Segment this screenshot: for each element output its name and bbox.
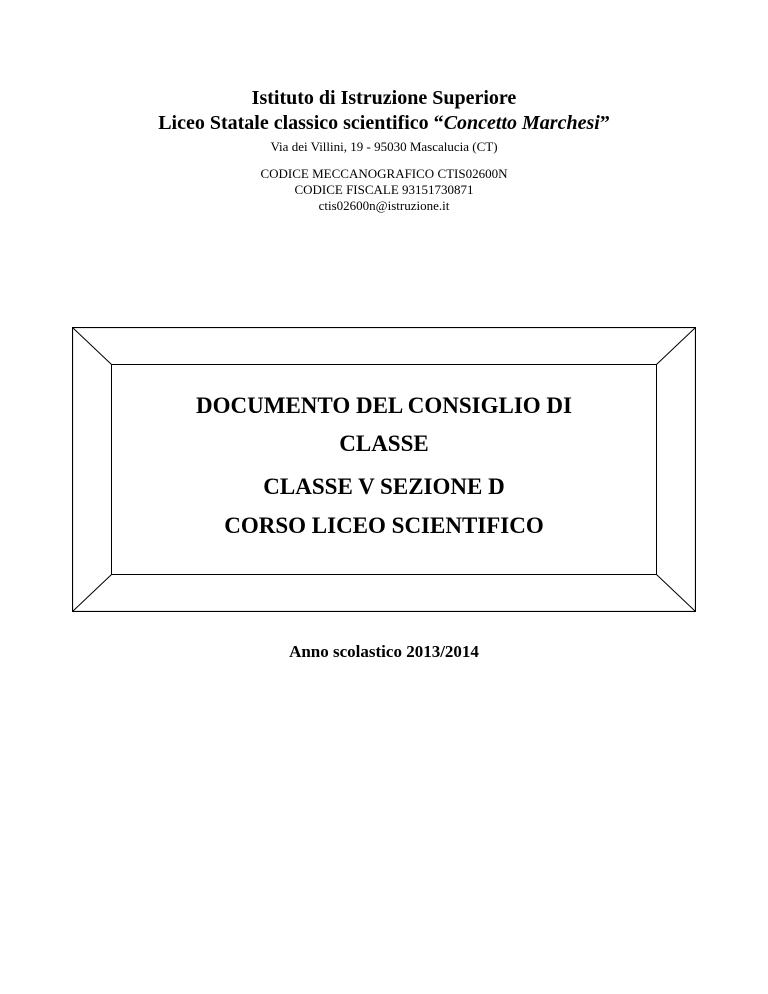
course-name: CORSO LICEO SCIENTIFICO <box>224 513 544 538</box>
bevel-frame-graphic <box>72 327 696 612</box>
document-title-line-2: CLASSE <box>339 431 429 456</box>
codice-fiscale: CODICE FISCALE 93151730871 <box>294 182 474 197</box>
liceo-name-italic: Concetto Marchesi <box>443 112 600 134</box>
liceo-name-suffix: ” <box>599 112 610 134</box>
codice-meccanografico: CODICE MECCANOGRAFICO CTIS02600N <box>260 166 508 181</box>
school-year: Anno scolastico 2013/2014 <box>289 642 479 661</box>
class-section: CLASSE V SEZIONE D <box>263 474 505 499</box>
bevel-frame <box>72 327 696 612</box>
school-name: Istituto di Istruzione Superiore <box>251 87 517 109</box>
school-address: Via dei Villini, 19 - 95030 Mascalucia (CT) <box>270 139 498 154</box>
liceo-name <box>0 112 768 135</box>
liceo-name-prefix: Liceo Statale classico scientifico “ <box>158 112 444 134</box>
school-email: ctis02600n@istruzione.it <box>318 198 450 213</box>
document-title-line-1: DOCUMENTO DEL CONSIGLIO DI <box>196 393 572 418</box>
